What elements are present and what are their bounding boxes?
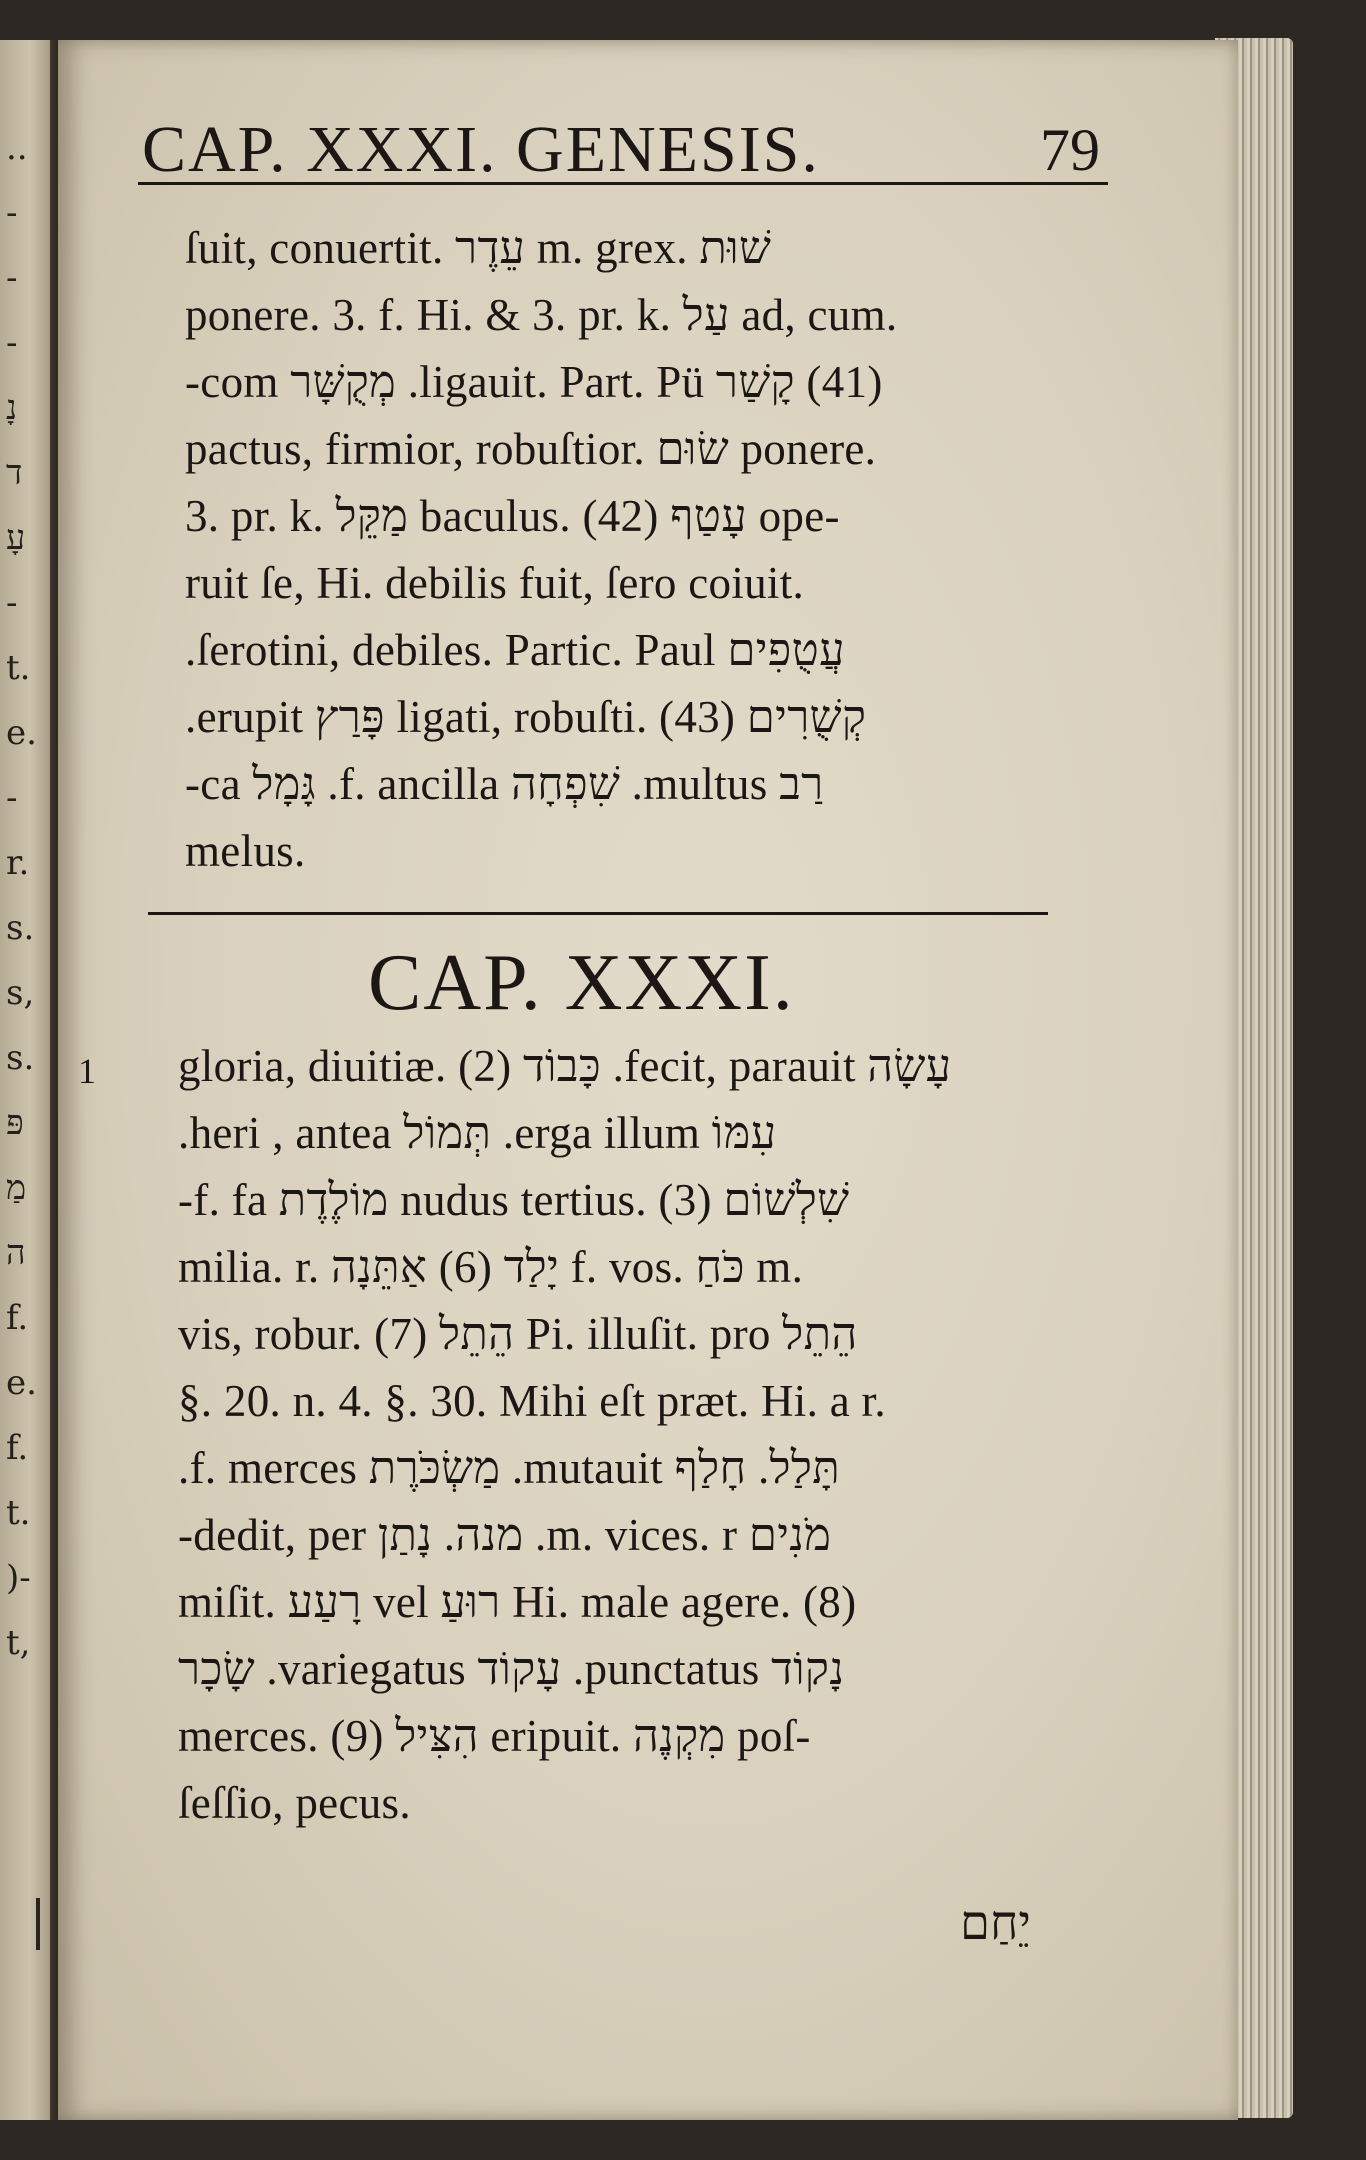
- previous-page-fragment: e.: [6, 713, 37, 753]
- text-line: ponere. 3. f. Hi. & 3. pr. k. עַל ad, cum.: [185, 290, 898, 340]
- previous-page-fragment: -: [6, 583, 18, 623]
- text-line: נָקוֹד punctatus. עָקוֹד variegatus. שָׂכָר: [178, 1644, 845, 1694]
- running-head-title: CAP. XXXI. GENESIS.: [142, 113, 820, 186]
- running-head: [138, 108, 1108, 185]
- text-line: עִמּוֹ erga illum. תְּמוֹל heri , antea.: [178, 1108, 777, 1158]
- text-line: vis, robur. (7) הֵתֵל Pi. illuſit. pro הֵתֵל: [178, 1309, 858, 1359]
- previous-page-fragment: f.: [6, 1428, 29, 1468]
- previous-page-fragment: s,: [6, 973, 35, 1013]
- previous-page-fragment: -: [6, 323, 18, 363]
- previous-page-fragment: -: [6, 258, 18, 298]
- previous-page-fragment: פּ: [6, 1103, 24, 1143]
- previous-page-fragment: r.: [6, 843, 30, 883]
- previous-page-fragment: ..: [6, 128, 28, 168]
- text-line: ſeſſio, pecus.: [178, 1778, 411, 1828]
- text-line: קְשֻׁרִים ligati, robuſti. (43) פָּרַץ erupit.: [185, 692, 867, 742]
- previous-page-fragment: f.: [6, 1298, 29, 1338]
- margin-mark: [36, 1898, 40, 1950]
- text-line: miſit. רָעַע vel רוּעַ Hi. male agere. (8): [178, 1577, 857, 1627]
- text-line: רַב multus. שִׁפְחָה f. ancilla. גָּמָל ca-: [185, 759, 824, 809]
- text-line: שִׁלְשׁוֹם nudus tertius. (3) מוֹלֶדֶת f. fa-: [178, 1175, 850, 1225]
- text-line: pactus, firmior, robuſtior. שׂוּם ponere.: [185, 424, 877, 474]
- previous-page-fragment: נָ: [6, 388, 18, 428]
- text-line: milia. r. יָלַד (6) אַתֵּנָה f. vos. כֹּחַ m.: [178, 1242, 804, 1292]
- text-line: תָּלַל. חָלַף mutauit. מַשְׂכֹּרֶת f. merces.: [178, 1443, 840, 1493]
- previous-page-fragment: מַ: [6, 1168, 27, 1208]
- catchword: יֵחַם: [960, 1895, 1031, 1951]
- previous-page-fragment: ה: [6, 1233, 26, 1273]
- previous-page-fragment: -: [6, 193, 18, 233]
- previous-page-fragment: t.: [6, 1493, 31, 1533]
- previous-page-fragment: t,: [6, 1623, 31, 1663]
- text-line: מֹנִים m. vices. r. מנה. נָתַן dedit, per-: [178, 1510, 832, 1560]
- previous-page-fragment: s.: [6, 1038, 35, 1078]
- verse-marker: 1: [78, 1051, 96, 1091]
- text-line: merces. (9) הִצִּיל eripuit. מִקְנֶה poſ-: [178, 1711, 811, 1761]
- page-number: 79: [1040, 117, 1100, 183]
- previous-page-fragment: ד: [6, 453, 23, 493]
- section-divider: [148, 912, 1048, 915]
- text-line: עָשָׂה fecit, parauit. כָּבוֹד gloria, diuitiæ. (2): [178, 1041, 952, 1091]
- previous-page-fragment: -: [6, 778, 18, 818]
- previous-page-fragment: )-: [6, 1558, 31, 1598]
- text-line: עֲטֻפִים ſerotini, debiles. Partic. Paul.: [185, 625, 845, 675]
- previous-page-fragment: עָ: [6, 518, 26, 558]
- text-line: (41) קָשַׁר ligauit. Part. Pü. מְקֻשָּׁר com-: [185, 357, 883, 407]
- previous-page-fragment: s.: [6, 908, 35, 948]
- text-line: ſuit, conuertit. עֵדֶר m. grex. שׁוּת: [185, 223, 772, 273]
- text-line: §. 20. n. 4. §. 30. Mihi eſt præt. Hi. a r.: [178, 1376, 886, 1426]
- previous-page-fragment: t.: [6, 648, 31, 688]
- chapter-title: CAP. XXXI.: [368, 939, 795, 1027]
- text-line: 3. pr. k. מַקֵּל baculus. (42) עָטַף ope-: [185, 491, 840, 541]
- text-line: melus.: [185, 826, 306, 876]
- previous-page-fragment: e.: [6, 1363, 37, 1403]
- text-line: ruit ſe, Hi. debilis fuit, ſero coiuit.: [185, 558, 805, 608]
